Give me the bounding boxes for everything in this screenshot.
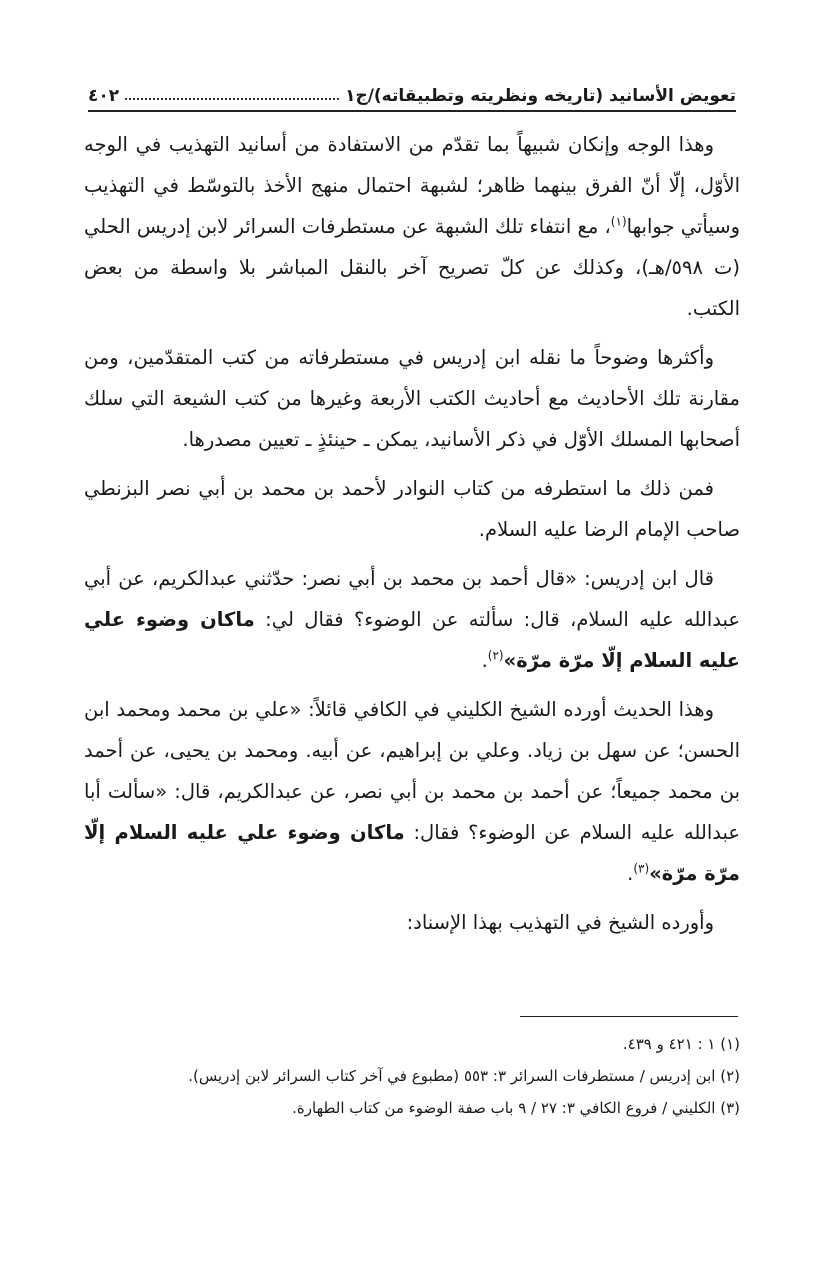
- header-rule: [88, 110, 736, 112]
- footnote-2: (٢) ابن إدريس / مستطرفات السرائر ٣: ٥٥٣ (مطبوع في آخر كتاب السرائر لابن إدريس).: [188, 1067, 740, 1085]
- paragraph-5: وهذا الحديث أورده الشيخ الكليني في الكافي قائلاً: «علي بن محمد ومحمد ابن الحسن؛ عن سهل بن زياد. وعلي بن إبراهيم، عن أبيه. ومحمد بن يحيى، عن أحمد بن محمد جميعاً؛ عن أحمد بن محمد بن أبي نصر، عن عبدالكريم، قال: «سألت أبا عبدالله عليه السلام عن الوضوء؟ فقال: ماكان وضوء علي عليه السلام إلّا مرّة مرّة»$^{(٣)}$.: [84, 698, 741, 885]
- hadith-quote: ماكان وضوء علي عليه السلام إلّا مرّة مرّة»: [84, 821, 740, 885]
- footnote-ref-2: (٢): [487, 648, 504, 663]
- footnotes: [88, 1028, 740, 1124]
- paragraph-4: قال ابن إدريس: «قال أحمد بن محمد بن أبي نصر: حدّثني عبدالكريم، عن أبي عبدالله عليه السلام، قال: سألته عن الوضوء؟ فقال لي: ماكان وضوء علي عليه السلام إلّا مرّة مرّة»$^{(٢)}$.: [84, 567, 740, 672]
- footnote-rule: [520, 1016, 738, 1017]
- paragraph-2: وأكثرها وضوحاً ما نقله ابن إدريس في مستطرفاته من كتب المتقدّمين، ومن مقارنة تلك الأحاديث مع أحاديث الكتب الأربعة وغيرها من كتب الشيعة التي سلك أصحابها المسلك الأوّل في ذكر الأسانيد، يمكن ـ حينئذٍ ـ تعيين مصدرها.: [84, 346, 740, 451]
- footnote-ref-3: (٣): [633, 861, 650, 876]
- page-number: ٤٠٢: [88, 86, 120, 106]
- paragraph-6: وأورده الشيخ في التهذيب بهذا الإسناد:: [406, 911, 714, 934]
- page-header: [88, 76, 736, 106]
- main-text: [84, 124, 740, 951]
- paragraph-1: وهذا الوجه وإنكان شبيهاً بما تقدّم من الاستفادة من أسانيد التهذيب في الوجه الأوّل، إلّا أنّ الفرق بينهما ظاهر؛ لشبهة احتمال منهج الأخذ بالتوسّط في التهذيب وسيأتي جوابها$^{(١)}$، مع انتفاء تلك الشبهة عن مستطرفات السرائر لابن إدريس الحلي (ت ٥٩٨/هـ)، وكذلك عن كلّ تصريح آخر بالنقل المباشر بلا واسطة من بعض الكتب.: [84, 133, 740, 320]
- footnote-1: (١) ١ : ٤٢١ و ٤٣٩.: [622, 1035, 740, 1053]
- footnote-3: (٣) الكليني / فروع الكافي ٣: ٢٧ / ٩ باب صفة الوضوء من كتاب الطهارة.: [292, 1099, 740, 1117]
- footnote-ref-1: (١): [610, 214, 627, 229]
- hadith-quote: ماكان وضوء علي عليه السلام إلّا مرّة مرّة»: [84, 608, 740, 672]
- paragraph-3: فمن ذلك ما استطرفه من كتاب النوادر لأحمد بن محمد بن أبي نصر البزنطي صاحب الإمام الرضا عليه السلام.: [84, 477, 740, 541]
- header-dot-leader: [125, 98, 339, 100]
- running-title: تعويض الأسانيد (تاريخه ونظريته وتطبيقاته)/ج١: [345, 86, 736, 106]
